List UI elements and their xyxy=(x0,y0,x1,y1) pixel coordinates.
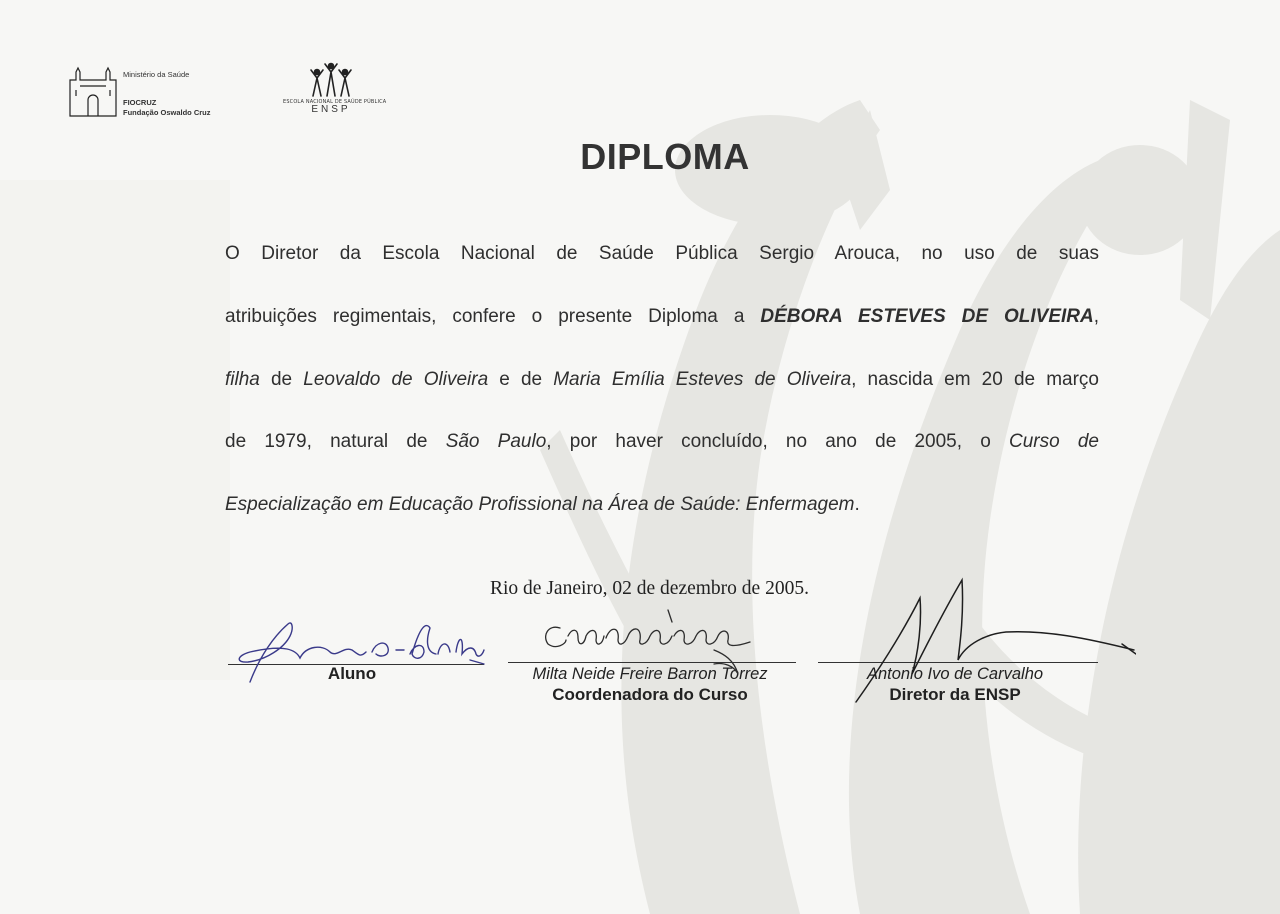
diretor-signature xyxy=(846,574,1136,714)
course-name-part1: Curso de xyxy=(1008,431,1099,453)
coordenadora-role: Coordenadora do Curso xyxy=(552,685,748,704)
ministerio-label: Ministério da Saúde xyxy=(123,70,190,79)
birthplace: São Paulo xyxy=(445,431,547,453)
body-line-4-mid: , por haver concluído, no ano de 2005, o xyxy=(546,431,1009,453)
body-line-5 xyxy=(225,487,1099,550)
fundacao-label: Fundação Oswaldo Cruz xyxy=(123,108,211,117)
mother-name: Maria Emília Esteves de Oliveira xyxy=(553,368,852,390)
fiocruz-label: FIOCRUZ xyxy=(123,98,157,107)
body-line-2 xyxy=(225,299,1099,362)
body-line-1: O Diretor da Escola Nacional de Saúde Pública Sergio Arouca, no uso de suas xyxy=(225,243,1099,264)
body-line-5-end: . xyxy=(854,494,860,516)
diretor-role: Diretor da ENSP xyxy=(889,685,1021,704)
issue-date: Rio de Janeiro, 02 de dezembro de 2005. xyxy=(490,578,809,599)
diploma-title: DIPLOMA xyxy=(580,136,750,177)
filha-word: filha xyxy=(225,368,260,390)
body-line-2-text: atribuições regimentais, confere o presente Diploma a xyxy=(225,305,761,327)
ensp-logo xyxy=(283,62,387,124)
fiocruz-logo xyxy=(68,66,268,122)
father-name: Leovaldo de Oliveira xyxy=(303,368,489,390)
birth-date-text: , nascida em 20 de março xyxy=(851,368,1099,390)
de-word: de xyxy=(259,368,304,390)
diretor-name: Antonio Ivo de Carvalho xyxy=(866,665,1044,683)
ensp-escola-label: ESCOLA NACIONAL DE SAÚDE PÚBLICA xyxy=(283,99,387,105)
aluno-signature xyxy=(226,606,488,686)
body-line-4 xyxy=(225,424,1099,487)
coordenadora-name: Milta Neide Freire Barron Torrez xyxy=(532,665,768,683)
people-figures-icon xyxy=(308,62,354,98)
body-line-3 xyxy=(225,362,1099,425)
body-line-2-end: , xyxy=(1093,305,1099,327)
ensp-sigla-label: ENSP xyxy=(311,104,351,115)
coordenadora-signature xyxy=(538,606,774,682)
course-name-part2: Especialização em Educação Profissional na Área de Saúde: Enfermagem xyxy=(225,494,855,516)
castle-icon xyxy=(68,66,118,120)
aluno-role: Aluno xyxy=(327,664,377,683)
recipient-name: DÉBORA ESTEVES DE OLIVEIRA xyxy=(760,305,1094,327)
e-de-word: e de xyxy=(488,368,554,390)
body-line-4-text: de 1979, natural de xyxy=(225,431,446,453)
diploma-body xyxy=(225,236,1099,550)
